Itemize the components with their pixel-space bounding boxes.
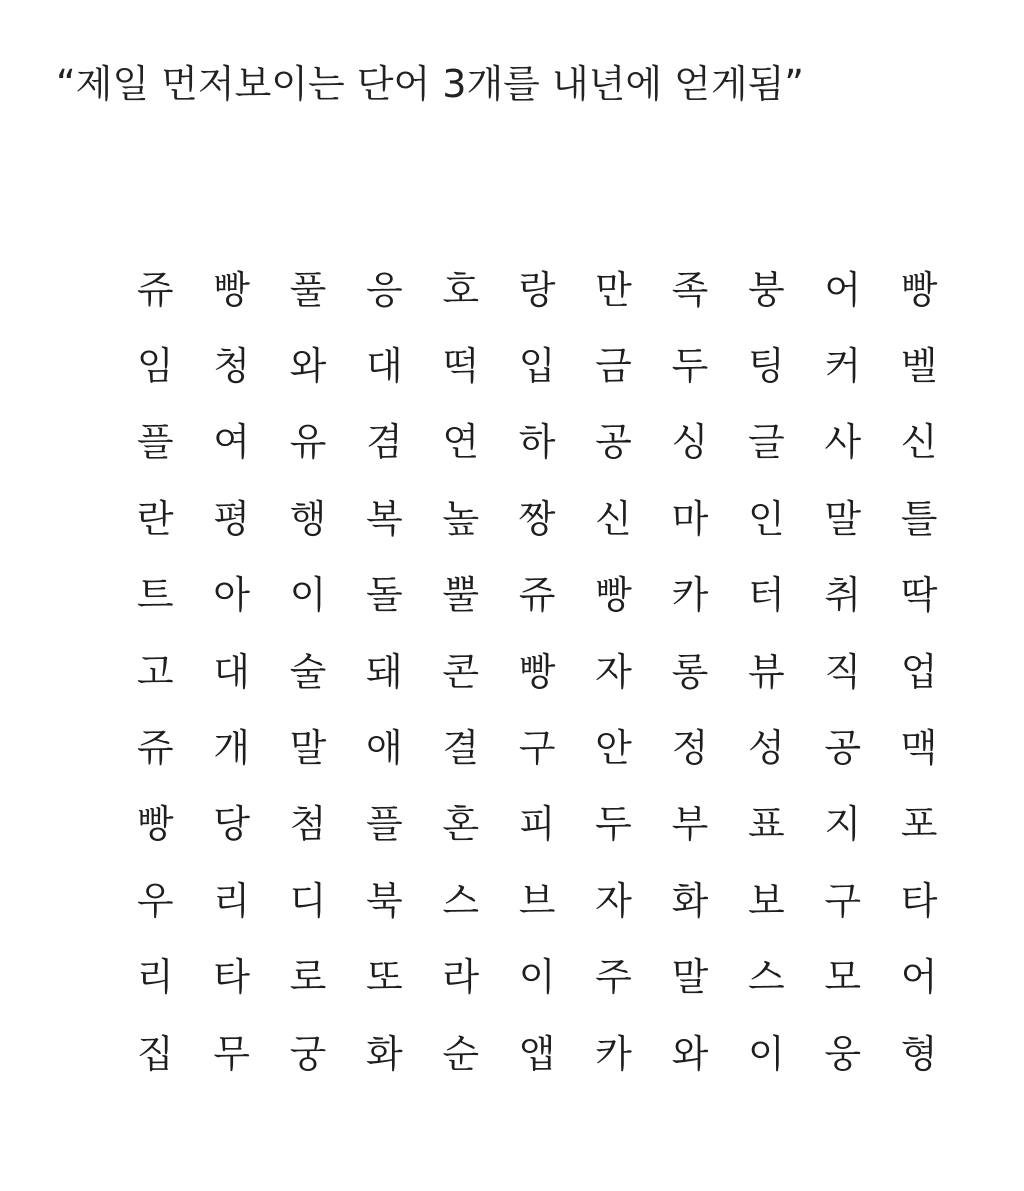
grid-cell: 돌 — [366, 573, 403, 618]
grid-cell: 라 — [442, 955, 480, 1000]
grid-cell: 로 — [289, 955, 327, 1000]
grid-cell: 지 — [824, 802, 862, 847]
grid-cell: 복 — [366, 496, 403, 541]
grid-cell: 포 — [900, 802, 938, 847]
grid-cell: 직 — [824, 649, 862, 694]
grid-cell: 두 — [595, 802, 632, 847]
grid-cell: 겸 — [366, 420, 403, 465]
grid-cell: 틀 — [900, 496, 938, 541]
grid-cell: 성 — [747, 726, 785, 771]
grid-cell: 평 — [213, 496, 250, 541]
grid-cell: 신 — [900, 420, 938, 465]
grid-cell: 리 — [213, 878, 250, 923]
grid-cell: 커 — [824, 344, 862, 389]
grid-cell: 구 — [518, 726, 556, 771]
grid-cell: 무 — [213, 1031, 250, 1076]
grid-cell: 쥬 — [136, 726, 174, 771]
grid-cell: 떡 — [442, 344, 480, 389]
grid-cell: 와 — [289, 344, 327, 389]
grid-cell: 하 — [518, 420, 556, 465]
grid-cell: 랑 — [518, 267, 556, 312]
grid-cell: 업 — [900, 649, 938, 694]
grid-cell: 돼 — [366, 649, 403, 694]
grid-cell: 말 — [671, 955, 709, 1000]
grid-cell: 행 — [289, 496, 327, 541]
grid-cell: 인 — [747, 496, 785, 541]
grid-cell: 자 — [595, 878, 632, 923]
grid-cell: 술 — [289, 649, 327, 694]
grid-cell: 콘 — [442, 649, 480, 694]
grid-cell: 대 — [366, 344, 403, 389]
grid-cell: 맥 — [900, 726, 938, 771]
grid-cell: 자 — [595, 649, 632, 694]
grid-cell: 구 — [824, 878, 862, 923]
grid-cell: 브 — [518, 878, 556, 923]
grid-cell: 여 — [213, 420, 250, 465]
grid-cell: 화 — [366, 1031, 403, 1076]
grid-cell: 쥬 — [136, 267, 174, 312]
grid-cell: 화 — [671, 878, 709, 923]
grid-cell: 이 — [518, 955, 556, 1000]
grid-cell: 애 — [366, 726, 403, 771]
grid-cell: 청 — [213, 344, 250, 389]
grid-cell: 첨 — [289, 802, 327, 847]
grid-cell: 우 — [136, 878, 174, 923]
grid-cell: 빵 — [136, 802, 174, 847]
grid-cell: 만 — [595, 267, 632, 312]
page-title: “제일 먼저보이는 단어 3개를 내년에 얻게됨” — [56, 62, 804, 106]
grid-cell: 란 — [136, 496, 174, 541]
grid-cell: 공 — [595, 420, 632, 465]
grid-cell: 족 — [671, 267, 709, 312]
grid-cell: 스 — [442, 878, 480, 923]
grid-cell: 빵 — [900, 267, 938, 312]
grid-cell: 말 — [824, 496, 862, 541]
grid-cell: 빵 — [518, 649, 556, 694]
grid-cell: 플 — [136, 420, 174, 465]
grid-cell: 말 — [289, 726, 327, 771]
grid-cell: 부 — [671, 802, 709, 847]
grid-cell: 풀 — [289, 267, 327, 312]
grid-cell: 개 — [213, 726, 250, 771]
grid-cell: 정 — [671, 726, 709, 771]
grid-cell: 응 — [366, 267, 403, 312]
grid-cell: 롱 — [671, 649, 709, 694]
grid-cell: 금 — [595, 344, 632, 389]
grid-cell: 빵 — [213, 267, 250, 312]
grid-cell: 피 — [518, 802, 556, 847]
grid-cell: 마 — [671, 496, 709, 541]
grid-cell: 붕 — [747, 267, 785, 312]
grid-cell: 집 — [136, 1031, 174, 1076]
grid-cell: 스 — [747, 955, 785, 1000]
grid-cell: 쥬 — [518, 573, 556, 618]
grid-cell: 형 — [900, 1031, 938, 1076]
grid-cell: 궁 — [289, 1031, 327, 1076]
grid-cell: 카 — [671, 573, 709, 618]
grid-cell: 북 — [366, 878, 403, 923]
grid-cell: 높 — [442, 496, 480, 541]
grid-cell: 안 — [595, 726, 632, 771]
grid-cell: 터 — [747, 573, 785, 618]
grid-cell: 뷰 — [747, 649, 785, 694]
grid-cell: 취 — [824, 573, 862, 618]
grid-cell: 두 — [671, 344, 709, 389]
grid-cell: 고 — [136, 649, 174, 694]
grid-cell: 리 — [136, 955, 174, 1000]
grid-cell: 뿔 — [442, 573, 480, 618]
grid-cell: 디 — [289, 878, 327, 923]
grid-cell: 타 — [900, 878, 938, 923]
grid-cell: 당 — [213, 802, 250, 847]
grid-cell: 타 — [213, 955, 250, 1000]
grid-cell: 웅 — [824, 1031, 862, 1076]
grid-cell: 혼 — [442, 802, 480, 847]
grid-cell: 앱 — [518, 1031, 556, 1076]
grid-cell: 호 — [442, 267, 480, 312]
grid-cell: 연 — [442, 420, 480, 465]
grid-cell: 공 — [824, 726, 862, 771]
grid-cell: 표 — [747, 802, 785, 847]
grid-cell: 어 — [824, 267, 862, 312]
grid-cell: 이 — [289, 573, 327, 618]
letter-grid — [117, 248, 957, 1088]
grid-cell: 이 — [747, 1031, 785, 1076]
grid-cell: 벨 — [900, 344, 938, 389]
grid-cell: 트 — [136, 573, 174, 618]
grid-cell: 유 — [289, 420, 327, 465]
grid-cell: 어 — [900, 955, 938, 1000]
grid-cell: 카 — [595, 1031, 632, 1076]
grid-cell: 팅 — [747, 344, 785, 389]
grid-cell: 딱 — [900, 573, 938, 618]
grid-cell: 사 — [824, 420, 862, 465]
grid-cell: 또 — [366, 955, 403, 1000]
grid-cell: 임 — [136, 344, 174, 389]
grid-cell: 결 — [442, 726, 480, 771]
grid-cell: 보 — [747, 878, 785, 923]
grid-cell: 아 — [213, 573, 250, 618]
grid-cell: 짱 — [518, 496, 556, 541]
grid-cell: 빵 — [595, 573, 632, 618]
grid-cell: 플 — [366, 802, 403, 847]
grid-cell: 신 — [595, 496, 632, 541]
grid-cell: 입 — [518, 344, 556, 389]
grid-cell: 글 — [747, 420, 785, 465]
grid-cell: 순 — [442, 1031, 480, 1076]
grid-cell: 모 — [824, 955, 862, 1000]
grid-cell: 싱 — [671, 420, 709, 465]
grid-cell: 와 — [671, 1031, 709, 1076]
grid-cell: 주 — [595, 955, 632, 1000]
grid-cell: 대 — [213, 649, 250, 694]
